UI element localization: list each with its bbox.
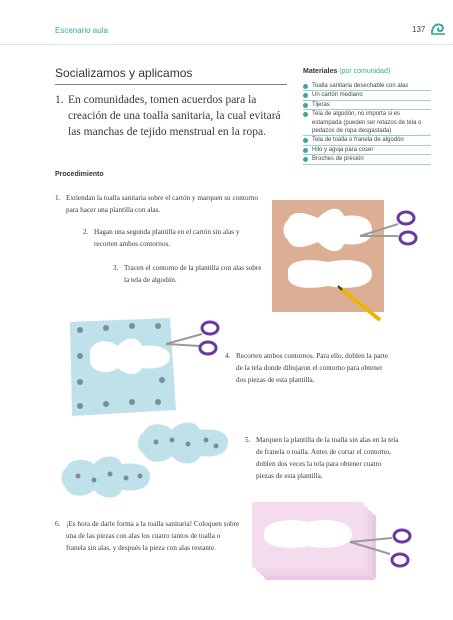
winged-piece [138, 423, 228, 464]
winged-pieces-illustration [60, 414, 240, 500]
page-title: Socializamos y aplicamos [55, 66, 193, 80]
page-number: 137 [412, 25, 426, 34]
step-text: Tracen el contorno de la plantilla con alas sobre la tela de algodón. [124, 264, 262, 284]
scissors-icon [166, 322, 218, 354]
materials-item: Un cartón mediano [303, 91, 431, 100]
step-text: Marquen la plantilla de la toalla sin alas en la tela de franela o toalla. Antes de cortar el contorno, doblen dos veces la tela para obtener cuatro piezas de esta plantilla. [256, 436, 399, 480]
step-number: 6. [55, 520, 61, 528]
materials-heading-note: (por comunidad) [339, 68, 391, 75]
step-text: Hagan una segunda plantilla en el cartón sin alas y recorten ambos contornos. [94, 228, 240, 248]
materials-item: Tijeras [303, 101, 431, 110]
wingless-template [288, 260, 372, 288]
towel-stack-illustration [252, 502, 428, 582]
materials-item: Tela de algodón, no importa si es estampada (pueden ser retazos de tela o pedazos de ropa desgastada) [303, 110, 431, 136]
towel-cutout [264, 520, 352, 548]
header-divider [0, 44, 453, 45]
intro-number: 1. [55, 94, 64, 106]
snail-logo-icon [430, 20, 446, 36]
title-underline [55, 84, 287, 85]
step-number: 3. [113, 264, 119, 272]
materials-item: Hilo y aguja para coser [303, 146, 431, 155]
winged-piece [62, 457, 151, 498]
step-text: Extiendan la toalla sanitaria sobre el cartón y marquen su contorno para hacer una plantilla con alas. [66, 194, 258, 214]
step-text: Recorten ambos contornos. Para ello, doblen la parte de la tela donde dibujaron el contorno para obtener dos piezas de esta plantilla. [236, 352, 388, 384]
materials-list [303, 82, 431, 165]
step-number: 5. [245, 436, 251, 444]
materials-heading [303, 68, 390, 75]
step-number: 4. [225, 352, 231, 360]
fabric-cutout-illustration [66, 316, 226, 418]
procedure-heading: Procedimiento [55, 171, 104, 178]
materials-item: Broches de presión [303, 155, 431, 164]
materials-item: Tela de toalla o franela de algodón [303, 136, 431, 145]
step-number: 1. [55, 194, 61, 202]
step-text: ¡Es hora de darle forma a la toalla sanitaria! Coloquen sobre una de las piezas con alas los cuatro tantos de toalla o franela sin alas, y después la pieza con alas restante. [66, 520, 240, 552]
cardboard-templates-illustration [268, 196, 428, 328]
materials-item: Toalla sanitaria desechable con alas [303, 82, 431, 91]
step-number: 2. [83, 228, 89, 236]
intro-text: En comunidades, tomen acuerdos para la creación de una toalla sanitaria, la cual evitará las manchas de tejido menstrual en la ropa. [68, 94, 281, 138]
section-label: Escenario aula [55, 26, 108, 35]
materials-heading-label: Materiales [303, 68, 338, 75]
